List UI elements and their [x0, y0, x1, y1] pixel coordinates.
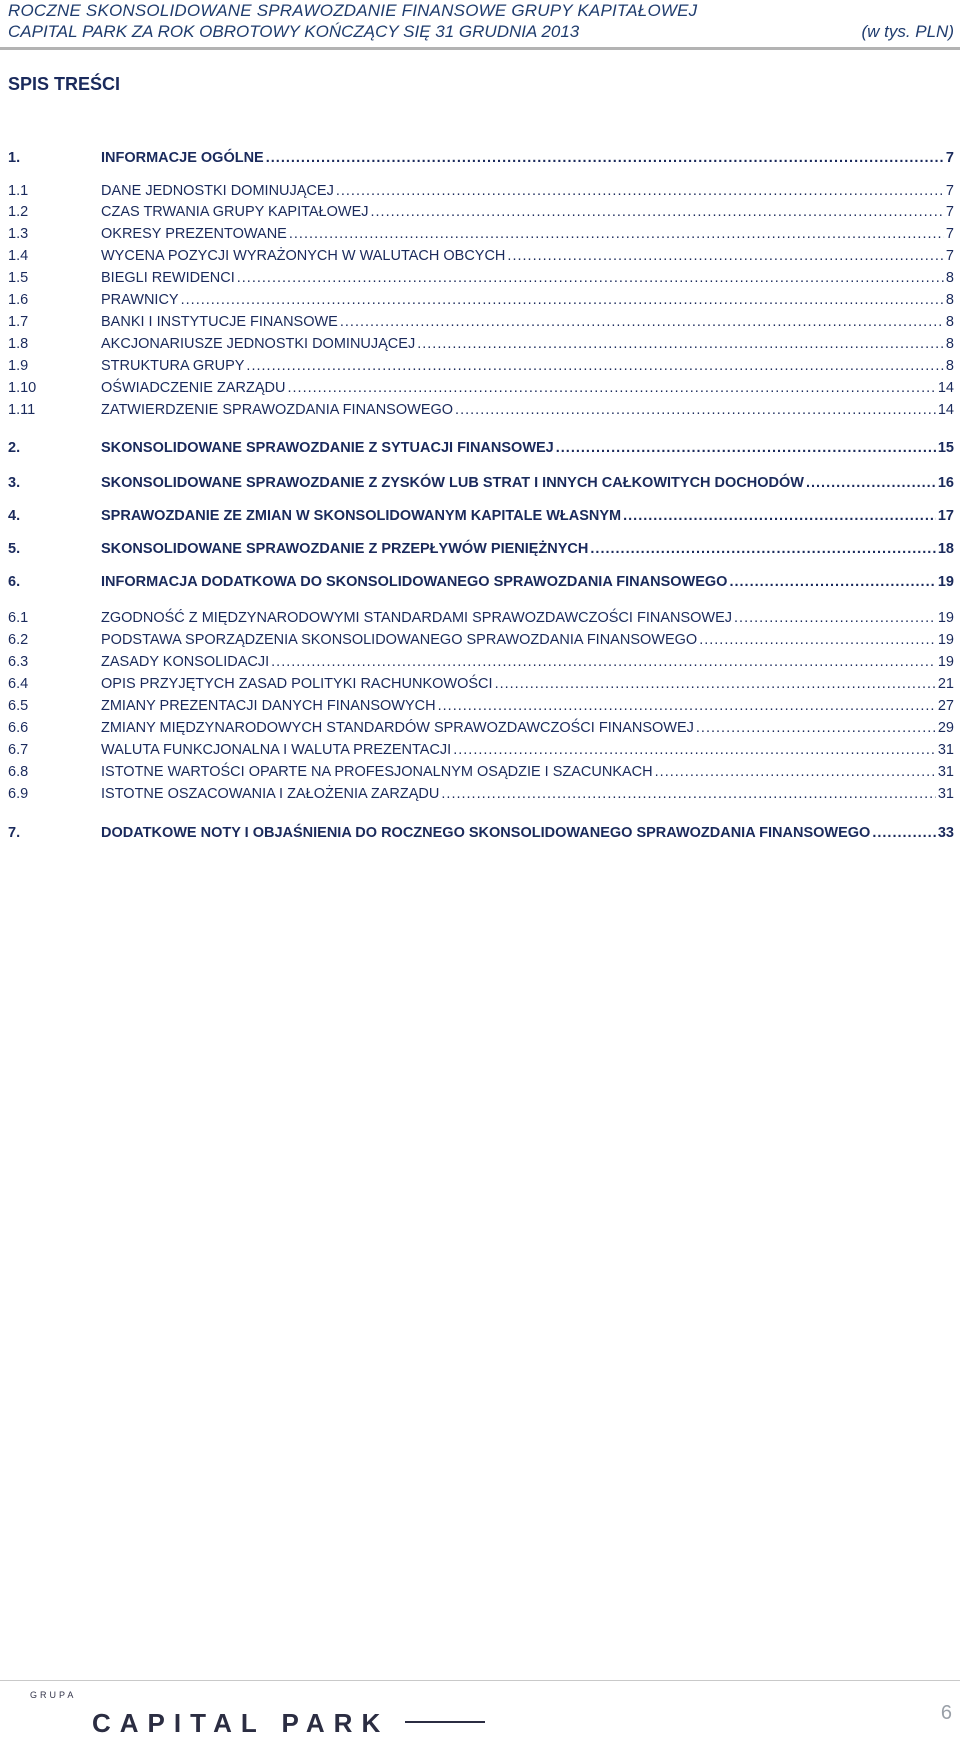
- toc-entry-number: 6.3: [8, 654, 29, 670]
- toc-entry-page: 18: [937, 541, 954, 557]
- toc-entry-number: 1.8: [8, 336, 29, 352]
- toc-entry-number: 1.3: [8, 226, 29, 242]
- toc-entry-number: 1.7: [8, 314, 29, 330]
- toc-entry-number: 6.7: [8, 742, 29, 758]
- toc-dot-leader: [696, 720, 936, 736]
- toc-dot-leader: [266, 150, 944, 166]
- toc-entry-title: INFORMACJA DODATKOWA DO SKONSOLIDOWANEGO SPRAWOZDANIA FINANSOWEGO: [101, 574, 728, 590]
- toc-entry-title: ZASADY KONSOLIDACJI: [101, 654, 270, 670]
- toc-entry[interactable]: [8, 336, 954, 356]
- toc-entry[interactable]: [8, 676, 954, 696]
- toc-dot-leader: [181, 292, 944, 308]
- toc-dot-leader: [806, 475, 936, 491]
- toc-entry-title: ZMIANY MIĘDZYNARODOWYCH STANDARDÓW SPRAWOZDAWCZOŚCI FINANSOWEJ: [101, 720, 694, 736]
- toc-entry-title: WYCENA POZYCJI WYRAŻONYCH W WALUTACH OBCYCH: [101, 248, 506, 264]
- toc-entry-title: OŚWIADCZENIE ZARZĄDU: [101, 380, 286, 396]
- toc-dot-leader: [287, 380, 935, 396]
- toc-entry-title: DODATKOWE NOTY I OBJAŚNIENIA DO ROCZNEGO SKONSOLIDOWANEGO SPRAWOZDANIA FINANSOWEGO: [101, 825, 871, 841]
- toc-title: SPIS TREŚCI: [8, 74, 121, 94]
- toc-entry-page: 7: [945, 204, 954, 220]
- toc-entry-title: BIEGLI REWIDENCI: [101, 270, 235, 286]
- toc-entry-title: OPIS PRZYJĘTYCH ZASAD POLITYKI RACHUNKOWOŚCI: [101, 676, 493, 692]
- toc-entry[interactable]: [8, 508, 954, 528]
- footer-divider: [0, 1680, 960, 1681]
- toc-dot-leader: [699, 632, 936, 648]
- toc-dot-leader: [556, 440, 936, 456]
- toc-entry-title: AKCJONARIUSZE JEDNOSTKI DOMINUJĄCEJ: [101, 336, 416, 352]
- toc-entry-page: 8: [945, 314, 954, 330]
- toc-entry-number: 1.2: [8, 204, 29, 220]
- toc-entry-page: 19: [937, 654, 954, 670]
- toc-entry-title: PRAWNICY: [101, 292, 179, 308]
- header-title-line1: ROCZNE SKONSOLIDOWANE SPRAWOZDANIE FINANSOWE GRUPY KAPITAŁOWEJ: [8, 1, 698, 20]
- toc-entry-page: 8: [945, 292, 954, 308]
- toc-entry-page: 19: [937, 610, 954, 626]
- toc-entry-number: 1.: [8, 150, 21, 166]
- toc-entry-title: SPRAWOZDANIE ZE ZMIAN W SKONSOLIDOWANYM KAPITALE WŁASNYM: [101, 508, 622, 524]
- page-footer: [0, 1680, 960, 1738]
- toc-dot-leader: [246, 358, 944, 374]
- toc-entry[interactable]: [8, 720, 954, 740]
- toc-entry[interactable]: [8, 204, 954, 224]
- toc-entry[interactable]: [8, 541, 954, 561]
- footer-logo-line: [405, 1721, 485, 1723]
- toc-entry[interactable]: [8, 292, 954, 312]
- toc-entry-number: 1.6: [8, 292, 29, 308]
- toc-entry[interactable]: [8, 314, 954, 334]
- toc-entry[interactable]: [8, 183, 954, 203]
- toc-entry-number: 1.1: [8, 183, 29, 199]
- toc-entry-number: 6.5: [8, 698, 29, 714]
- header-title-line2: CAPITAL PARK ZA ROK OBROTOWY KOŃCZĄCY SIĘ 31 GRUDNIA 2013: [8, 22, 580, 41]
- toc-entry-title: INFORMACJE OGÓLNE: [101, 150, 264, 166]
- toc-entry-title: SKONSOLIDOWANE SPRAWOZDANIE Z PRZEPŁYWÓW PIENIĘŻNYCH: [101, 541, 589, 557]
- toc-entry[interactable]: [8, 764, 954, 784]
- toc-entry[interactable]: [8, 475, 954, 495]
- toc-dot-leader: [336, 183, 944, 199]
- toc-entry[interactable]: [8, 402, 954, 422]
- toc-entry-page: 8: [945, 270, 954, 286]
- toc-entry-number: 6.1: [8, 610, 29, 626]
- toc-dot-leader: [438, 698, 936, 714]
- toc-entry-number: 6.8: [8, 764, 29, 780]
- toc-entry-page: 7: [945, 248, 954, 264]
- toc-entry-number: 1.11: [8, 402, 36, 418]
- toc-entry-number: 7.: [8, 825, 21, 841]
- toc-entry-number: 5.: [8, 541, 21, 557]
- toc-entry-page: 33: [937, 825, 954, 841]
- toc-entry-number: 3.: [8, 475, 21, 491]
- toc-entry-number: 6.4: [8, 676, 29, 692]
- toc-dot-leader: [340, 314, 944, 330]
- toc-entry-number: 2.: [8, 440, 21, 456]
- toc-entry-number: 1.4: [8, 248, 29, 264]
- toc-dot-leader: [455, 402, 936, 418]
- toc-entry-number: 6.2: [8, 632, 29, 648]
- toc-entry-title: SKONSOLIDOWANE SPRAWOZDANIE Z SYTUACJI FINANSOWEJ: [101, 440, 554, 456]
- toc-entry-title: CZAS TRWANIA GRUPY KAPITAŁOWEJ: [101, 204, 369, 220]
- toc-entry-title: PODSTAWA SPORZĄDZENIA SKONSOLIDOWANEGO SPRAWOZDANIA FINANSOWEGO: [101, 632, 698, 648]
- toc-entry[interactable]: [8, 574, 954, 594]
- toc-dot-leader: [729, 574, 935, 590]
- toc-entry-page: 19: [937, 574, 954, 590]
- toc-entry[interactable]: [8, 610, 954, 630]
- toc-entry-number: 4.: [8, 508, 21, 524]
- toc-entry-title: BANKI I INSTYTUCJE FINANSOWE: [101, 314, 338, 330]
- toc-entry-title: ZGODNOŚĆ Z MIĘDZYNARODOWYMI STANDARDAMI SPRAWOZDAWCZOŚCI FINANSOWEJ: [101, 610, 733, 626]
- header-divider: [0, 47, 960, 50]
- toc-entry-page: 16: [937, 475, 954, 491]
- toc-entry[interactable]: [8, 248, 954, 268]
- toc-entry-number: 1.9: [8, 358, 29, 374]
- toc-entry[interactable]: [8, 786, 954, 806]
- toc-entry-title: WALUTA FUNKCJONALNA I WALUTA PREZENTACJI: [101, 742, 452, 758]
- toc-dot-leader: [417, 336, 944, 352]
- toc-entry-title: ISTOTNE OSZACOWANIA I ZAŁOŻENIA ZARZĄDU: [101, 786, 440, 802]
- toc-entry[interactable]: [8, 226, 954, 246]
- toc-entry[interactable]: [8, 150, 954, 170]
- toc-entry-page: 21: [937, 676, 954, 692]
- toc-entry-page: 8: [945, 358, 954, 374]
- toc-entry-page: 31: [937, 764, 954, 780]
- toc-dot-leader: [441, 786, 935, 802]
- toc-entry-number: 6.: [8, 574, 21, 590]
- toc-entry-page: 27: [937, 698, 954, 714]
- page-number: 6: [940, 1702, 952, 1724]
- toc-entry-page: 15: [937, 440, 954, 456]
- toc-dot-leader: [507, 248, 944, 264]
- toc-entry-page: 7: [945, 183, 954, 199]
- toc-entry-title: ZATWIERDZENIE SPRAWOZDANIA FINANSOWEGO: [101, 402, 454, 418]
- toc-dot-leader: [289, 226, 944, 242]
- toc-entry-page: 29: [937, 720, 954, 736]
- toc-entry-title: DANE JEDNOSTKI DOMINUJĄCEJ: [101, 183, 334, 199]
- toc-entry-title: OKRESY PREZENTOWANE: [101, 226, 287, 242]
- toc-dot-leader: [371, 204, 944, 220]
- toc-entry-number: 1.10: [8, 380, 37, 396]
- toc-dot-leader: [655, 764, 936, 780]
- toc-dot-leader: [590, 541, 935, 557]
- toc-entry-page: 19: [937, 632, 954, 648]
- toc-dot-leader: [271, 654, 936, 670]
- toc-entry-page: 14: [937, 402, 954, 418]
- toc-dot-leader: [872, 825, 936, 841]
- page-header: [0, 0, 960, 52]
- toc-entry-page: 31: [937, 786, 954, 802]
- toc-dot-leader: [623, 508, 936, 524]
- toc-entry[interactable]: [8, 825, 954, 845]
- toc-dot-leader: [237, 270, 944, 286]
- toc-entry-title: SKONSOLIDOWANE SPRAWOZDANIE Z ZYSKÓW LUB STRAT I INNYCH CAŁKOWITYCH DOCHODÓW: [101, 475, 804, 491]
- toc-entry-page: 7: [945, 150, 954, 166]
- toc-entry-page: 7: [945, 226, 954, 242]
- toc-entry-page: 31: [937, 742, 954, 758]
- toc-entry[interactable]: [8, 380, 954, 400]
- toc-entry-title: ISTOTNE WARTOŚCI OPARTE NA PROFESJONALNYM OSĄDZIE I SZACUNKACH: [101, 764, 653, 780]
- toc-entry[interactable]: [8, 698, 954, 718]
- footer-brand-logo: CAPITAL PARK: [92, 1708, 390, 1738]
- toc-entry-title: STRUKTURA GRUPY: [101, 358, 245, 374]
- footer-brand-small: GRUPA: [30, 1690, 77, 1700]
- toc-entry[interactable]: [8, 358, 954, 378]
- toc-entry[interactable]: [8, 440, 954, 460]
- toc-entry-number: 6.6: [8, 720, 29, 736]
- header-unit: (w tys. PLN): [861, 22, 954, 41]
- toc-dot-leader: [453, 742, 936, 758]
- toc-entry[interactable]: [8, 632, 954, 652]
- toc-dot-leader: [495, 676, 936, 692]
- toc-entry-number: 1.5: [8, 270, 29, 286]
- toc-entry-title: ZMIANY PREZENTACJI DANYCH FINANSOWYCH: [101, 698, 436, 714]
- toc-entry[interactable]: [8, 742, 954, 762]
- toc-dot-leader: [734, 610, 936, 626]
- toc-entry[interactable]: [8, 270, 954, 290]
- toc-entry-page: 14: [937, 380, 954, 396]
- toc-entry-page: 8: [945, 336, 954, 352]
- toc-entry-number: 6.9: [8, 786, 29, 802]
- toc-entry-page: 17: [937, 508, 954, 524]
- toc-entry[interactable]: [8, 654, 954, 674]
